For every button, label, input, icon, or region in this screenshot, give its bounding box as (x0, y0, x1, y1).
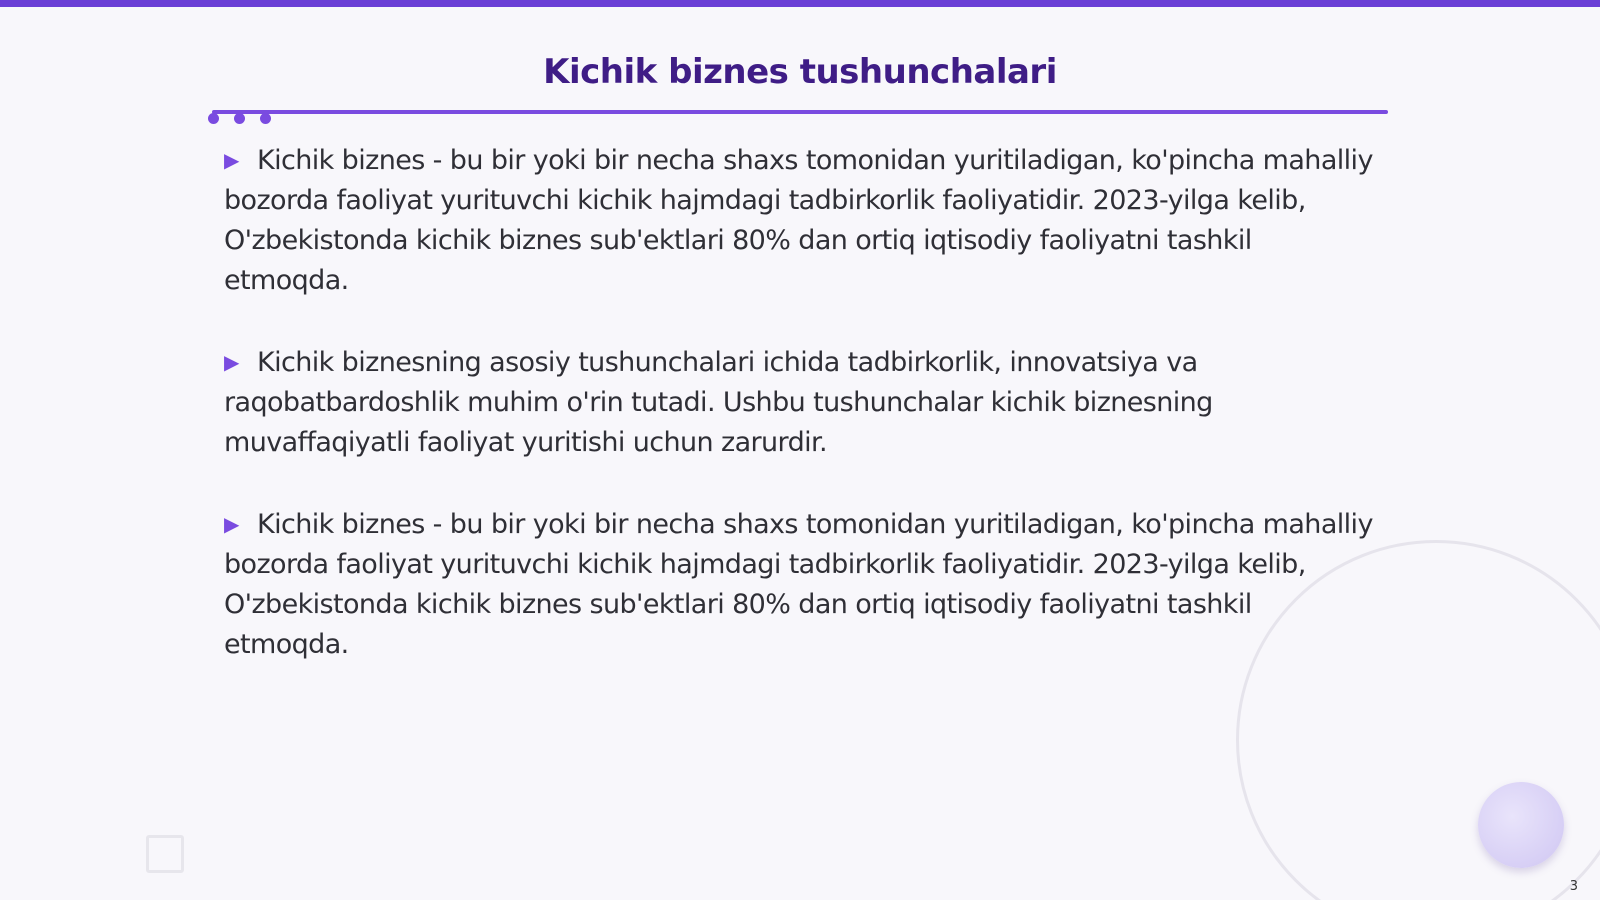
bullet-text: Kichik biznes - bu bir yoki bir necha shaxs tomonidan yuritiladigan, ko'pincha mahalliy bozorda faoliyat yurituvchi kichik hajmdagi tadbirkorlik faoliyatidir. 2023-yilga kelib, O'zbekistonda kichik biznes sub'ektlari 80% dan ortiq iqtisodiy faoliyatni tashkil etmoqda. (224, 145, 1373, 296)
title-underline (212, 110, 1388, 114)
bullet-item (224, 504, 1374, 665)
bullet-item (224, 342, 1374, 463)
top-accent-bar (0, 0, 1600, 7)
decorative-square (146, 835, 184, 873)
bullet-list (224, 140, 1374, 706)
decorative-bubble (1478, 782, 1564, 868)
slide-title: Kichik biznes tushunchalari (543, 52, 1057, 92)
play-triangle-icon: ▶ (224, 350, 239, 374)
decorative-dot (260, 113, 271, 124)
page-number: 3 (1569, 879, 1578, 894)
play-triangle-icon: ▶ (224, 512, 239, 536)
play-triangle-icon: ▶ (224, 148, 239, 172)
bullet-item (224, 140, 1374, 301)
bullet-text: Kichik biznesning asosiy tushunchalari ichida tadbirkorlik, innovatsiya va raqobatbardoshlik muhim o'rin tutadi. Ushbu tushunchalar kichik biznesning muvaffaqiyatli faoliyat yuritishi uchun zarurdir. (224, 347, 1213, 458)
bullet-text: Kichik biznes - bu bir yoki bir necha shaxs tomonidan yuritiladigan, ko'pincha mahalliy bozorda faoliyat yurituvchi kichik hajmdagi tadbirkorlik faoliyatidir. 2023-yilga kelib, O'zbekistonda kichik biznes sub'ektlari 80% dan ortiq iqtisodiy faoliyatni tashkil etmoqda. (224, 509, 1373, 660)
decorative-dot (208, 113, 219, 124)
decorative-dot (234, 113, 245, 124)
